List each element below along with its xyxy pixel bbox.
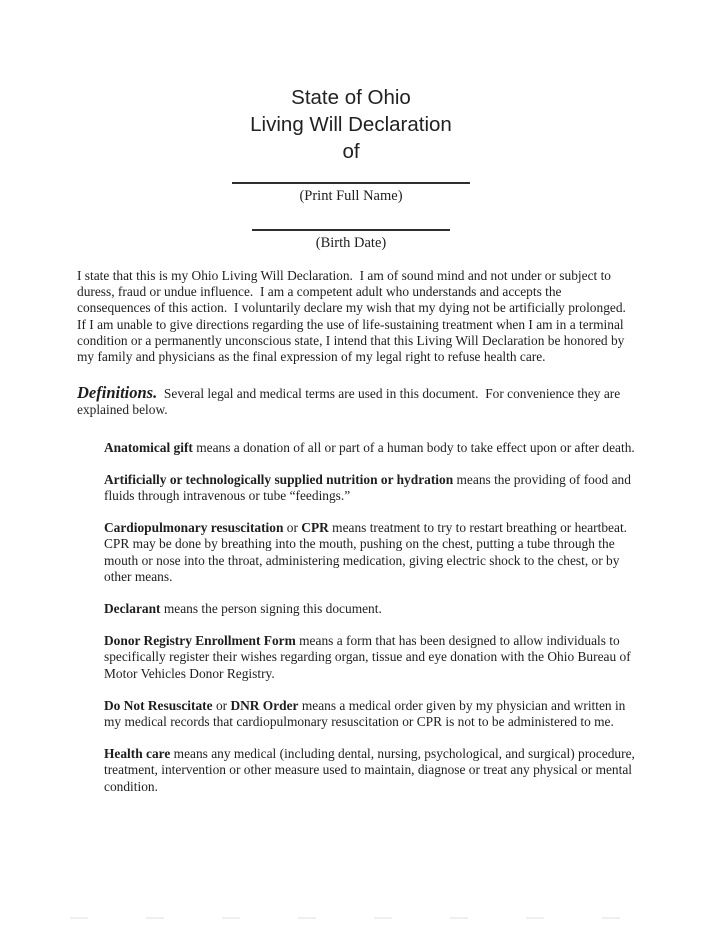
scan-artifact-dashes [70,917,650,919]
definition-text: means the providing of food and fluids through intravenous or tube “feedings.” [104,471,635,504]
full-name-blank-line [232,182,470,184]
definition-donor-registry-enrollment-form [104,633,637,682]
document-body [77,268,637,795]
definition-declarant [104,601,637,617]
definition-text: means any medical (including dental, nursing, psychological, and surgical) procedure, treatment, intervention or other measure used to maintain, diagnose or treat any physical or mental condition. [104,746,639,794]
definition-anatomical-gift [104,440,637,456]
definition-term: Anatomical gift [104,439,193,455]
definitions-list [104,440,637,795]
definition-text: means the person signing this document. [160,601,382,617]
definition-text: or [283,520,302,536]
title-line-state: State of Ohio [291,86,411,109]
birth-date-caption: (Birth Date) [315,235,387,251]
definition-term: Donor Registry Enrollment Form [104,633,296,649]
definition-term: DNR Order [230,697,299,713]
document-title [71,0,631,165]
definitions-intro: Several legal and medical terms are used in this document. For convenience they are explained below. [77,386,624,418]
definition-do-not-resuscitate [104,698,637,730]
definition-artificial-nutrition-hydration [104,472,637,504]
definition-text: means a medical order given by my physician and written in my medical records that cardiopulmonary resuscitation or CPR is not to be administered to me. [104,697,629,730]
intro-paragraph: I state that this is my Ohio Living Will Declaration. I am of sound mind and not under or subject to duress, fraud or undue influence. I am a competent adult who understands and accepts the consequences of this action. I voluntarily declare my wish that my dying not be artificially prolonged. If I am unable to give directions regarding the use of life-sustaining treatment when I am in a terminal condition or a permanently unconscious state, I intend that this Living Will Declaration be honored by my family and physicians as the final expression of my legal right to refuse health care. [77,268,630,365]
definition-term: Artificially or technologically supplied nutrition or hydration [104,471,454,487]
definition-term: CPR [301,520,329,536]
definition-health-care [104,746,637,795]
definition-term: Declarant [104,601,161,617]
definitions-heading-paragraph [77,385,637,418]
definition-term: Health care [104,746,171,762]
definition-cardiopulmonary-resuscitation [104,520,637,585]
definition-text: means treatment to try to restart breathing or heartbeat. CPR may be done by breathing into the mouth, pushing on the chest, putting a tube through the mouth or nose into the throat, administering medication, giving electric shock to the chest, or by other means. [104,520,634,584]
title-line-declaration: Living Will Declaration [250,113,452,136]
definition-text: or [212,697,231,713]
title-line-of: of [342,140,360,163]
definition-term: Do Not Resuscitate [104,697,213,713]
full-name-caption: (Print Full Name) [299,188,403,204]
definition-term: Cardiopulmonary resuscitation [104,520,284,536]
birth-date-blank-line [252,229,450,231]
definition-text: means a donation of all or part of a human body to take effect upon or after death. [192,439,635,455]
name-field-block [71,182,631,252]
definitions-heading: Definitions. [77,383,158,403]
definition-text: means a form that has been designed to allow individuals to specifically register their wishes regarding organ, tissue and eye donation with the Ohio Bureau of Motor Vehicles Donor Registry. [104,633,635,681]
